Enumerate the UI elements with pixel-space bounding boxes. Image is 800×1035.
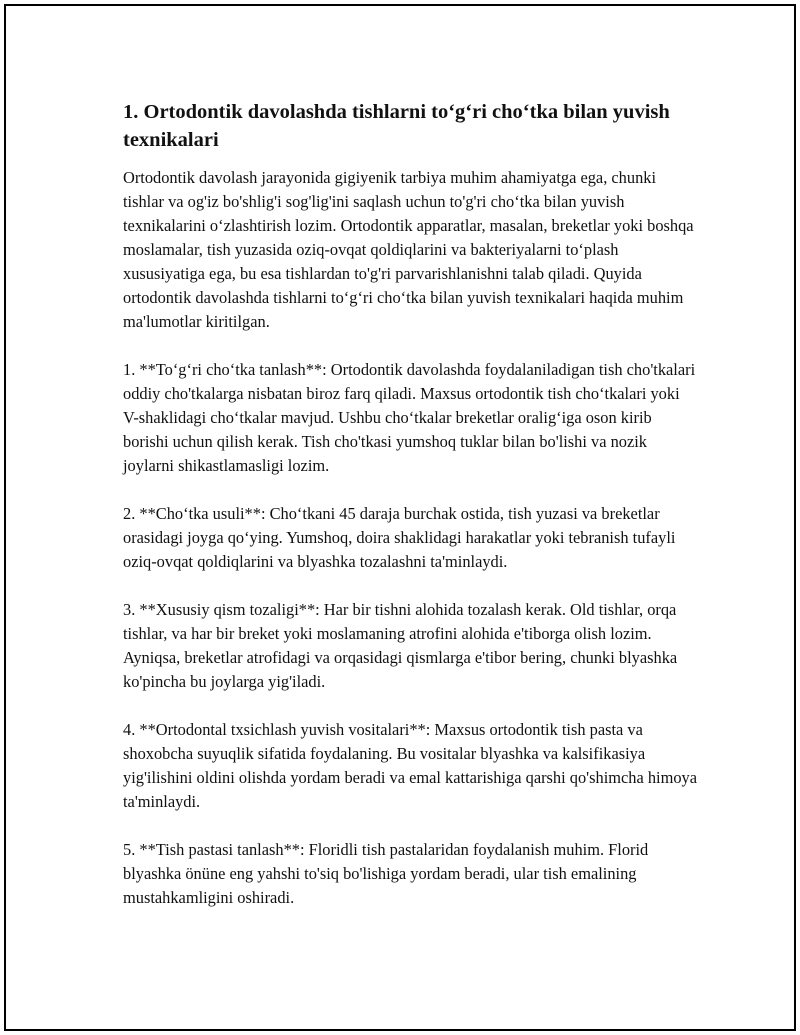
document-page bbox=[4, 4, 796, 1031]
intro-paragraph: Ortodontik davolash jarayonida gigiyenik tarbiya muhim ahamiyatga ega, chunki tishlar va og'iz bo'shlig'i sog'lig'ini saqlash uchun to'g'ri cho‘tka bilan yuvish texnikalarini o‘zlashtirish lozim. Ortodontik apparatlar, masalan, breketlar yoki boshqa moslamalar, tish yuzasida oziq-ovqat qoldiqlarini va bakteriyalarni to‘plash xususiyatiga ega, bu esa tishlardan to'g'ri parvarishlanishni talab qiladi. Quyida ortodontik davolashda tishlarni to‘g‘ri cho‘tka bilan yuvish texnikalari haqida muhim ma'lumotlar kiritilgan. bbox=[123, 168, 694, 331]
paragraph-brush-selection: 1. **To‘g‘ri cho‘tka tanlash**: Ortodontik davolashda foydalaniladigan tish cho'tkalari oddiy cho'tkalarga nisbatan biroz farq qiladi. Maxsus ortodontik tish cho‘tkalari yoki V-shaklidagi cho‘tkalar mavjud. Ushbu cho‘tkalar breketlar oralig‘iga oson kirib borishi uchun qilish kerak. Tish cho'tkasi yumshoq tuklar bilan bo'lishi va nozik joylarni shikastlamasligi lozim. bbox=[123, 360, 696, 475]
document-title: 1. Ortodontik davolashda tishlarni to‘g‘ri cho‘tka bilan yuvish texnikalari bbox=[123, 101, 670, 151]
paragraph-toothpaste-selection: 5. **Tish pastasi tanlash**: Floridli tish pastalaridan foydalanish muhim. Florid blyashka önüne eng yahshi to'siq bo'lishiga yordam beradi, ular tish emalining mustahkamligini oshiradi. bbox=[123, 840, 649, 907]
paragraph-brushing-method: 2. **Cho‘tka usuli**: Cho‘tkani 45 daraja burchak ostida, tish yuzasi va breketlar orasidagi joyga qo‘ying. Yumshoq, doira shaklidagi harakatlar yoki tebranish tufayli oziq-ovqat qoldiqlarini va blyashka tozalashni ta'minlaydi. bbox=[123, 504, 676, 571]
document-content bbox=[123, 98, 698, 934]
paragraph-orthodontic-products: 4. **Ortodontal txsichlash yuvish vositalari**: Maxsus ortodontik tish pasta va shoxobcha suyuqlik sifatida foydalaning. Bu vositalar blyashka va kalsifikasiya yig'ilishini oldini olishda yordam beradi va emal kattarishiga qarshi qo'shimcha himoya ta'minlaydi. bbox=[123, 720, 698, 811]
paragraph-individual-cleaning: 3. **Xususiy qism tozaligi**: Har bir tishni alohida tozalash kerak. Old tishlar, orqa tishlar, va har bir breket yoki moslamaning atrofini alohida e'tiborga olish lozim. Ayniqsa, breketlar atrofidagi va orqasidagi qismlarga e'tibor bering, chunki blyashka ko'pincha bu joylarga yig'iladi. bbox=[123, 600, 678, 691]
